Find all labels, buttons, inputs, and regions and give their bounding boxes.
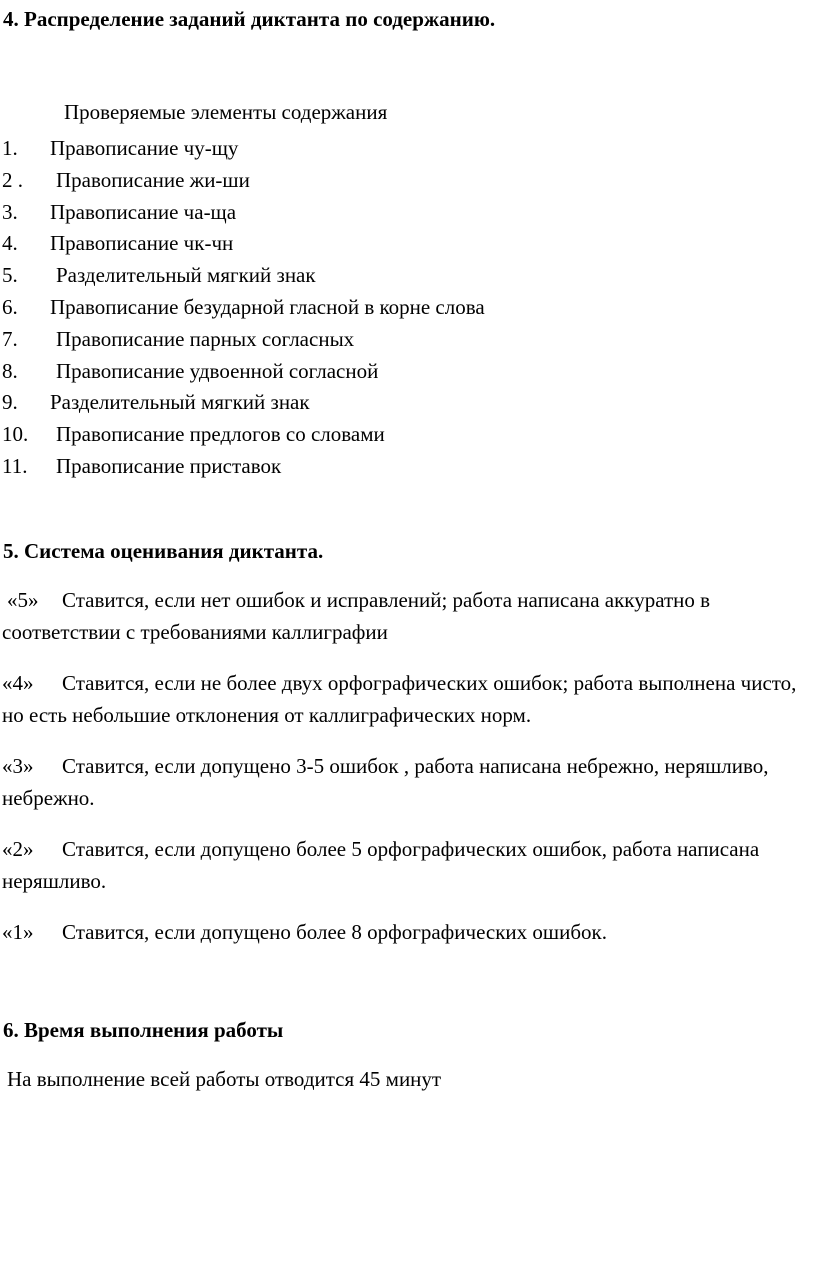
list-item-text: Правописание жи-ши (56, 167, 250, 192)
time-allotted-text: На выполнение всей работы отводится 45 минут (7, 1067, 442, 1091)
grade-criterion (0, 833, 816, 897)
list-item (0, 422, 816, 454)
list-item (0, 231, 816, 263)
list-item-number: 2 . (2, 167, 23, 192)
list-item (0, 200, 816, 232)
list-item-text: Правописание удвоенной согласной (56, 358, 379, 383)
grade-criterion (0, 584, 816, 648)
list-item-text: Разделительный мягкий знак (56, 263, 316, 288)
grade-criterion (0, 667, 816, 731)
grade-description: Ставится, если допущено более 5 орфографических ошибок, работа написана неряшливо. (2, 837, 760, 893)
content-elements-list (0, 136, 816, 486)
list-item-text: Правописание предлогов со словами (56, 422, 385, 447)
list-item-text: Правописание чк-чн (50, 231, 234, 256)
section-4-heading: 4. Распределение заданий диктанта по содержанию. (3, 7, 496, 31)
list-item (0, 359, 816, 391)
list-item (0, 327, 816, 359)
list-item-number: 3. (2, 199, 18, 224)
list-item (0, 263, 816, 295)
section-5-heading: 5. Система оценивания диктанта. (3, 539, 324, 563)
list-item-text: Правописание приставок (56, 453, 282, 478)
list-item-number: 6. (2, 294, 18, 319)
grade-mark: «4» (2, 671, 34, 695)
list-item-number: 9. (2, 390, 18, 415)
list-item-number: 10. (2, 422, 29, 447)
list-item-number: 1. (2, 136, 18, 160)
list-item-number: 7. (2, 326, 18, 351)
list-item-number: 11. (2, 453, 28, 478)
grade-description: Ставится, если допущено более 8 орфографических ошибок. (62, 920, 607, 944)
grade-description: Ставится, если не более двух орфографических ошибок; работа выполнена чисто, но есть небольшие отклонения от каллиграфических норм. (2, 671, 797, 727)
grade-description: Ставится, если нет ошибок и исправлений; работа написана аккуратно в соответствии с требованиями каллиграфии (2, 588, 711, 644)
list-item-number: 8. (2, 358, 18, 383)
list-item (0, 454, 816, 486)
section-6-heading: 6. Время выполнения работы (3, 1018, 284, 1042)
grade-mark: «3» (2, 754, 34, 778)
list-item-text: Правописание парных согласных (56, 326, 355, 351)
list-item-text: Разделительный мягкий знак (50, 390, 310, 415)
content-list-caption: Проверяемые элементы содержания (64, 100, 388, 124)
grade-mark: «2» (2, 837, 34, 861)
grade-mark: «5» (7, 588, 39, 612)
list-item (0, 136, 816, 168)
grade-criterion (0, 750, 816, 814)
list-item-number: 5. (2, 263, 18, 288)
grade-criterion (0, 916, 816, 948)
list-item-text: Правописание безударной гласной в корне слова (50, 294, 485, 319)
list-item-text: Правописание ча-ща (50, 199, 237, 224)
list-item-text: Правописание чу-щу (50, 136, 239, 160)
list-item (0, 295, 816, 327)
list-item (0, 390, 816, 422)
list-item-number: 4. (2, 231, 18, 256)
grade-mark: «1» (2, 920, 34, 944)
list-item (0, 168, 816, 200)
grading-system (0, 584, 816, 967)
grade-description: Ставится, если допущено 3-5 ошибок , работа написана небрежно, неряшливо, небрежно. (2, 754, 769, 810)
